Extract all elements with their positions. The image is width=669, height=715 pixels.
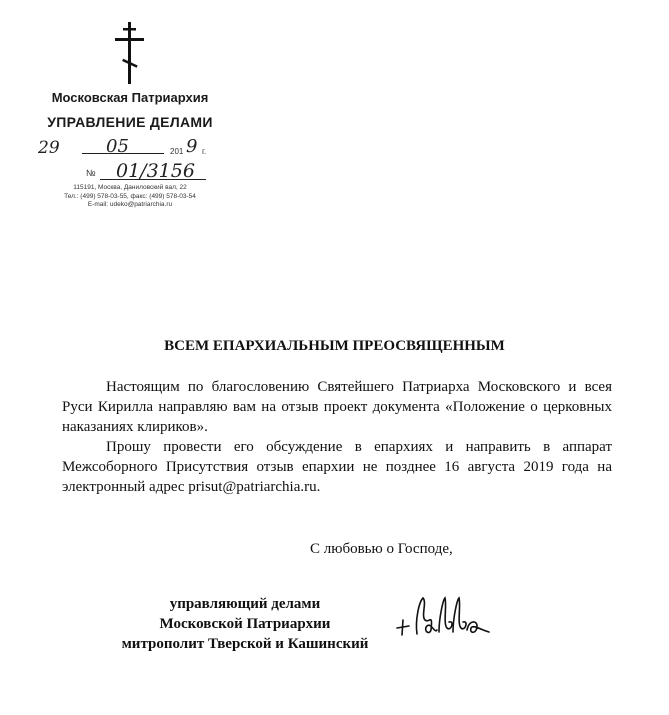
number-value: 01/3156 [116,160,195,182]
letter-body [62,377,612,497]
date-month: 05 [106,136,129,157]
closing: С любовью о Господе, [310,541,453,557]
department-name: УПРАВЛЕНИЕ ДЕЛАМИ [47,114,213,130]
signatory-organization: Московской Патриархии [159,616,331,632]
date-year-prefix: 201 [170,147,184,156]
body-paragraph: Настоящим по благословению Святейшего Патриарха Московского и всея Руси Кирилла направляю вам на отзыв проект документа «Положение о церковных наказаниях клириков». [62,379,612,435]
date-line [36,138,226,158]
date-year-unit: г. [202,147,207,156]
body-paragraph: Прошу провести его обсуждение в епархиях и направить в аппарат Межсоборного Присутствия отзыв епархии не позднее 16 августа 2019 года на электронный адрес prisut@patriarchia.ru. [62,439,612,495]
phone: Тел.: (499) 578-03-55, факс: (499) 578-03-54 [64,192,196,200]
letter-title: ВСЕМ ЕПАРХИАЛЬНЫМ ПРЕОСВЯЩЕННЫМ [164,338,505,354]
date-day: 29 [38,138,60,158]
number-line [86,160,216,182]
date-year-suffix: 9 [186,136,198,157]
handwritten-signature [393,590,493,645]
address: 115191, Москва, Даниловский вал, 22 [73,184,187,191]
contact-info [30,184,230,210]
signatory-block [120,594,370,654]
organization-name: Московская Патриархия [51,90,209,105]
email: E-mail: udeko@patriarchia.ru [87,201,173,208]
orthodox-cross-icon [110,22,150,84]
signatory-title: митрополит Тверской и Кашинский [121,636,369,652]
signatory-position: управляющий делами [169,596,321,612]
number-label: № [86,168,96,178]
